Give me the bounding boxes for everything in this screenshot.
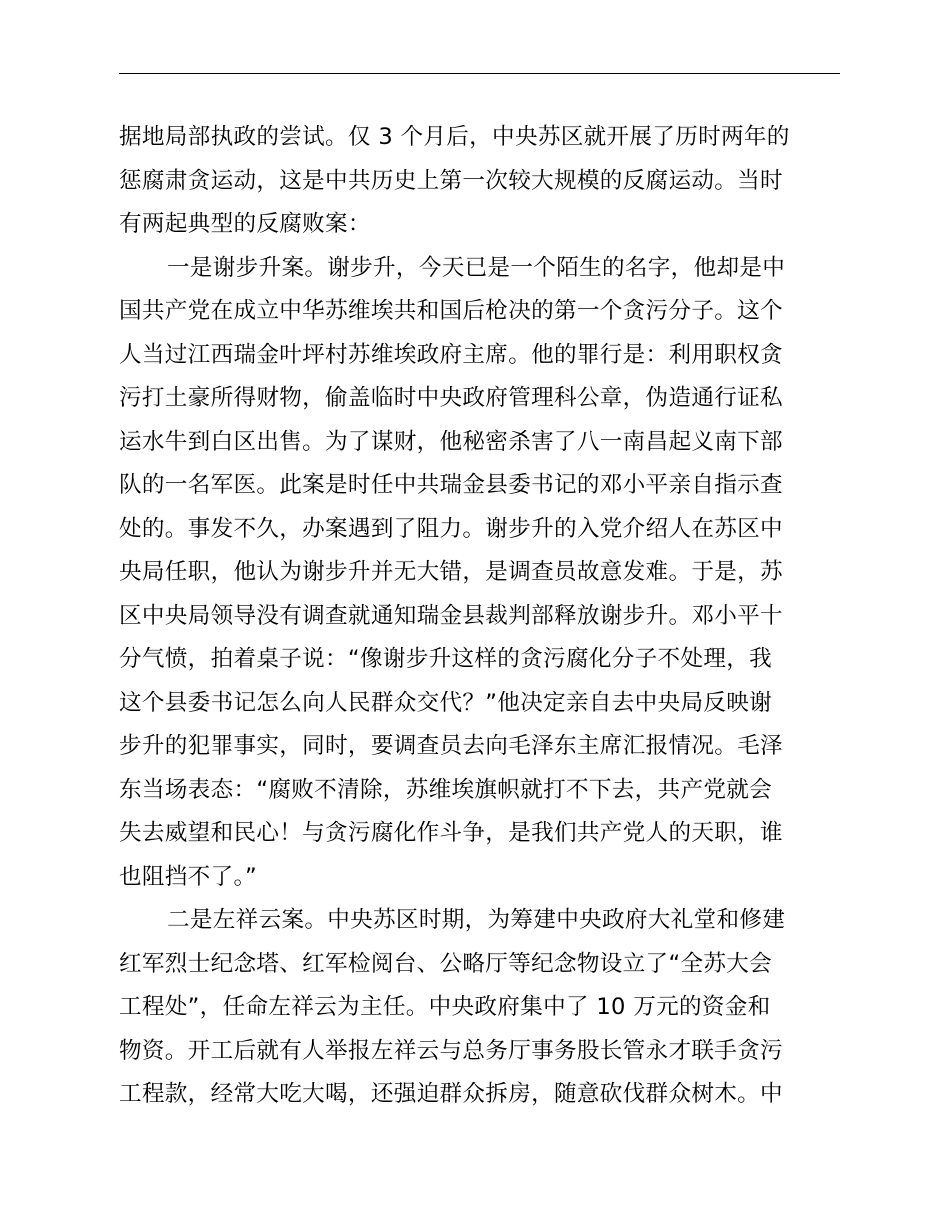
text-line: 失去威望和民心！与贪污腐化作斗争，是我们共产党人的天职，谁 (119, 820, 783, 846)
text-line: 队的一名军医。此案是时任中共瑞金县委书记的邓小平亲自指示查 (119, 472, 783, 498)
text-line: 据地局部执政的尝试。仅 3 个月后，中央苏区就开展了历时两年的 (119, 124, 790, 150)
text-line: 人当过江西瑞金叶坪村苏维埃政府主席。他的罪行是：利用职权贪 (119, 341, 783, 368)
text-line: 国共产党在成立中华苏维埃共和国后枪决的第一个贪污分子。这个 (119, 298, 783, 324)
text-line: 步升的犯罪事实，同时，要调查员去向毛泽东主席汇报情况。毛泽 (119, 733, 783, 759)
body-text (119, 116, 859, 1117)
text-line: 工程处”，任命左祥云为主任。中央政府集中了 10 万元的资金和 (119, 994, 771, 1020)
text-line: 这个县委书记怎么向人民群众交代？”他决定亲自去中央局反映谢 (119, 689, 773, 716)
text-line: 东当场表态：“腐败不清除，苏维埃旗帜就打不下去，共产党就会 (119, 776, 773, 803)
text-line: 工程款，经常大吃大喝，还强迫群众拆房，随意砍伐群众树木。中 (119, 1081, 783, 1107)
text-line: 也阻挡不了。” (119, 863, 258, 890)
header-rule (119, 73, 840, 74)
text-line: 红军烈士纪念塔、红军检阅台、公略厅等纪念物设立了“全苏大会 (119, 950, 773, 977)
paragraph-start-line: 一是谢步升案。谢步升，今天已是一个陌生的名字，他却是中 (167, 254, 786, 281)
text-line: 处的。事发不久，办案遇到了阻力。谢步升的入党介绍人在苏区中 (119, 515, 783, 542)
paragraph-start-line: 二是左祥云案。中央苏区时期，为筹建中央政府大礼堂和修建 (167, 907, 786, 933)
text-line: 惩腐肃贪运动，这是中共历史上第一次较大规模的反腐运动。当时 (119, 167, 783, 194)
text-line: 污打土豪所得财物，偷盖临时中央政府管理科公章，伪造通行证私 (119, 385, 783, 411)
text-line: 物资。开工后就有人举报左祥云与总务厅事务股长管永才联手贪污 (119, 1037, 783, 1064)
text-line: 有两起典型的反腐败案： (119, 211, 371, 237)
text-line: 区中央局领导没有调查就通知瑞金县裁判部释放谢步升。邓小平十 (119, 602, 783, 629)
text-line: 分气愤，拍着桌子说：“像谢步升这样的贪污腐化分子不处理，我 (119, 646, 773, 672)
text-line: 运水牛到白区出售。为了谋财，他秘密杀害了八一南昌起义南下部 (119, 428, 783, 455)
text-line: 央局任职，他认为谢步升并无大错，是调查员故意发难。于是，苏 (119, 559, 783, 585)
